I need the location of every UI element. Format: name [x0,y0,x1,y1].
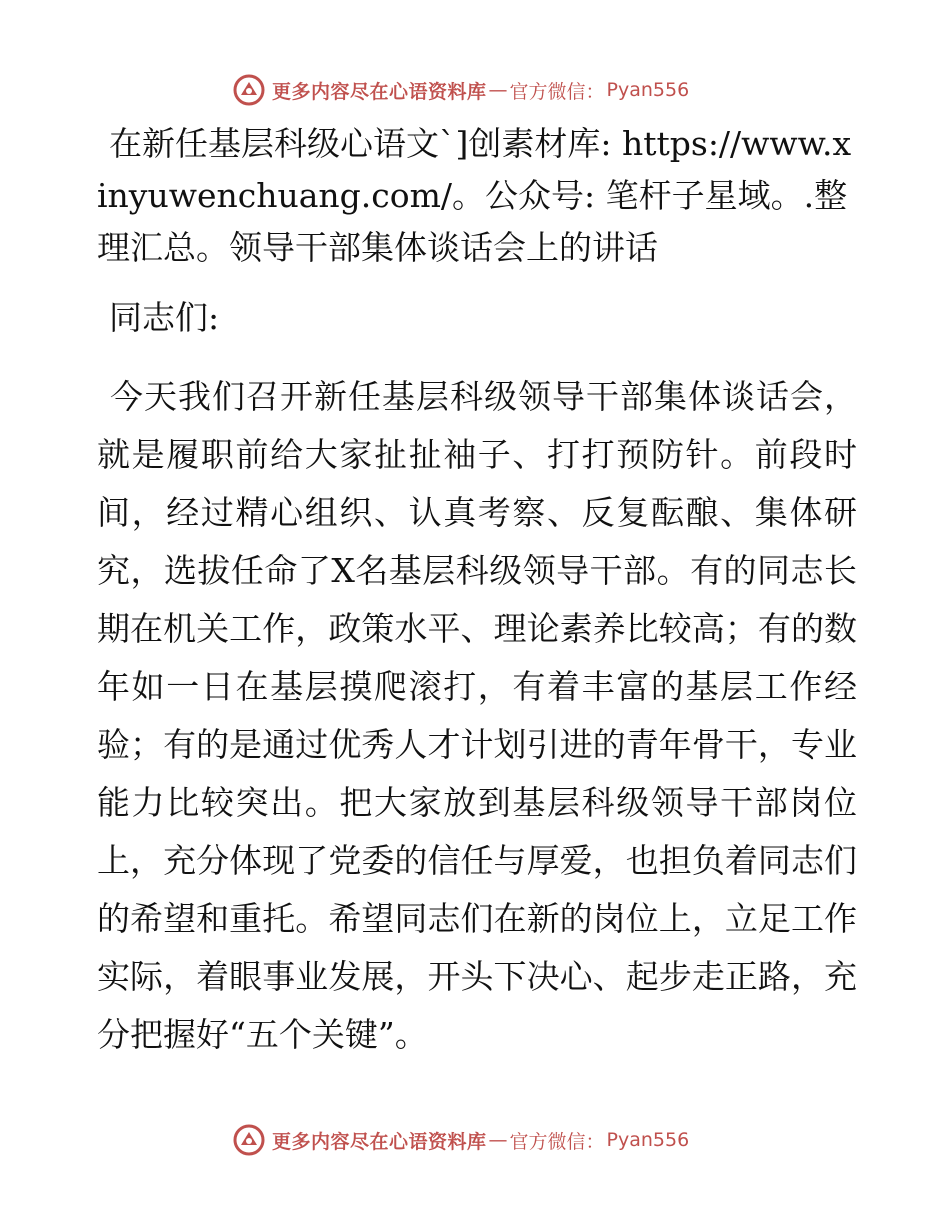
header-banner [232,70,689,110]
footer-banner [232,1120,689,1160]
logo-icon [232,73,266,107]
banner-wechat-label: 官方微信： [509,80,605,103]
greeting: 同志们: [109,298,220,337]
body-text: 今天我们召开新任基层科级领导干部集体谈话会，就是履职前给大家扯扯袖子、打打预防针。前段时间，经过精心组织、认真考察、反复酝酿、集体研究，选拔任命了X名基层科级领导干部。有的同志长期在机关工作，政策水平、理论素养比较高；有的数年如一日在基层摸爬滚打，有着丰富的基层工作经验；有的是通过优秀人才计划引进的青年骨干，专业能力比较突出。把大家放到基层科级领导干部岗位上，充分体现了党委的信任与厚爱，也担负着同志们的希望和重托。希望同志们在新的岗位上，立足工作实际，着眼事业发展，开头下决心、起步走正路，充分把握好“五个关键”。 [97,377,857,1054]
banner-wechat-id: Pyan556 [606,79,690,101]
body-paragraph [97,368,857,1064]
logo-icon [232,1123,266,1157]
intro-paragraph [97,118,857,274]
document-body [97,118,857,1064]
banner-wechat-label: 官方微信： [509,1130,605,1153]
intro-text: 在新任基层科级心语文`]创素材库: https://www.xinyuwenchuang.com/。公众号: 笔杆子星域。.整理汇总。领导干部集体谈话会上的讲话 [97,124,852,267]
banner-separator: — [488,79,508,101]
banner-title: 更多内容尽在心语资料库 [272,80,487,103]
banner-separator: — [488,1129,508,1151]
banner-title: 更多内容尽在心语资料库 [272,1130,487,1153]
banner-wechat-id: Pyan556 [606,1129,690,1151]
